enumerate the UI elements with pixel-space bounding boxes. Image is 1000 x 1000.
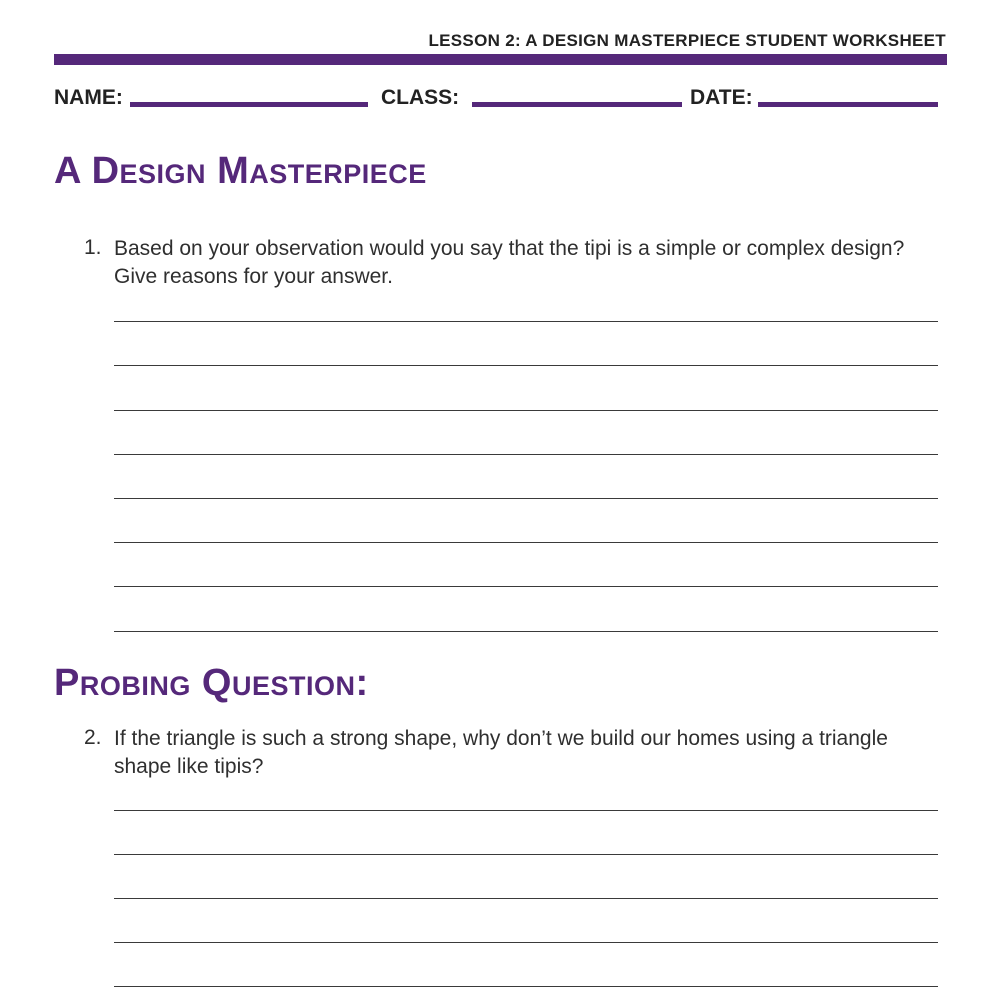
date-field[interactable] [758,102,938,107]
class-field[interactable] [472,102,682,107]
answer-line[interactable] [114,542,938,543]
name-label: NAME: [54,86,123,109]
answer-line[interactable] [114,365,938,366]
answer-line[interactable] [114,898,938,899]
answer-line[interactable] [114,410,938,411]
worksheet-header-title: LESSON 2: A DESIGN MASTERPIECE STUDENT WORKSHEET [428,31,946,50]
section-heading-design-masterpiece: A Design Masterpiece [54,150,427,192]
section-heading-probing-question: Probing Question: [54,662,369,704]
answer-line[interactable] [114,942,938,943]
question-number: 2. [84,726,102,749]
header-accent-bar [54,54,947,65]
answer-line[interactable] [114,810,938,811]
answer-line[interactable] [114,631,938,632]
class-label: CLASS: [381,86,460,109]
answer-line[interactable] [114,498,938,499]
answer-line[interactable] [114,321,938,322]
date-label: DATE: [690,86,753,109]
answer-line[interactable] [114,854,938,855]
question-text: Based on your observation would you say that the tipi is a simple or complex design? Give reasons for your answer. [114,237,905,288]
question-number: 1. [84,236,102,259]
name-field[interactable] [130,102,368,107]
question-text: If the triangle is such a strong shape, why don’t we build our homes using a triangle shape like tipis? [114,727,888,778]
answer-line[interactable] [114,586,938,587]
answer-line[interactable] [114,454,938,455]
answer-line[interactable] [114,986,938,987]
